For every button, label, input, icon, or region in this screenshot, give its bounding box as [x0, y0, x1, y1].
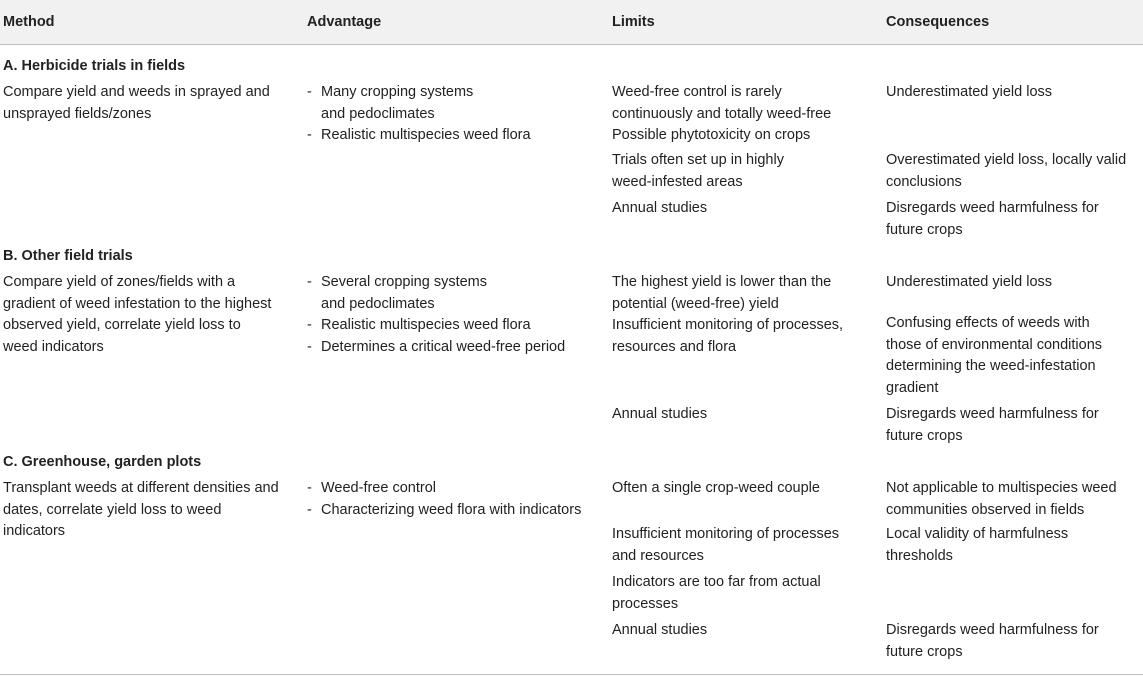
- consequence-line: communities observed in fields: [886, 501, 1085, 518]
- advantages-a: - Many cropping systems and pedoclimates - Realistic multispecies weed flora: [307, 84, 531, 143]
- consequence-line: those of environmental conditions: [886, 336, 1103, 353]
- header-method: Method: [3, 14, 55, 30]
- consequence-line: Overestimated yield loss, locally valid: [886, 152, 1127, 168]
- limit-line: processes: [612, 595, 679, 612]
- limits-b-2: [612, 404, 707, 426]
- consequence-line: future crops: [886, 643, 963, 660]
- advantage-item-continued: and pedoclimates: [321, 105, 435, 122]
- method-c: [3, 478, 279, 543]
- limit-line: potential (weed-free) yield: [612, 295, 779, 312]
- consequences-c-1: [886, 478, 1117, 521]
- section-title-a: A. Herbicide trials in fields: [3, 58, 186, 74]
- consequence-line: Underestimated yield loss: [886, 274, 1053, 290]
- limits-c-1: [612, 478, 820, 500]
- consequence-line: Underestimated yield loss: [886, 84, 1053, 100]
- limits-a-2: [612, 150, 784, 193]
- limit-line: Annual studies: [612, 622, 708, 638]
- limits-c-4: [612, 620, 707, 642]
- limits-a-3: [612, 198, 707, 220]
- consequences-a-1: [886, 82, 1052, 104]
- method-a: [3, 82, 270, 125]
- advantages-b: - Several cropping systems and pedoclimates - Realistic multispecies weed flora - Determines a critical weed-free period: [307, 274, 566, 355]
- advantage-item-continued: and pedoclimates: [321, 295, 435, 312]
- consequence-line: Disregards weed harmfulness for: [886, 200, 1099, 216]
- consequence-line: gradient: [886, 379, 939, 396]
- consequences-b-2: [886, 404, 1099, 447]
- consequence-line: Not applicable to multispecies weed: [886, 480, 1117, 496]
- limits-c-2: [612, 524, 839, 567]
- consequences-c-4: [886, 620, 1099, 663]
- limit-line: Annual studies: [612, 200, 708, 216]
- limit-line: Possible phytotoxicity on crops: [612, 127, 811, 143]
- consequence-line: future crops: [886, 221, 963, 238]
- consequences-c-2: [886, 524, 1068, 567]
- section-title-b: B. Other field trials: [3, 248, 133, 264]
- advantage-item: Many cropping systems: [321, 84, 474, 100]
- method-b: [3, 272, 271, 358]
- method-line: dates, correlate yield loss to weed: [3, 501, 222, 518]
- limit-line: weed-infested areas: [612, 173, 743, 190]
- advantage-item: Weed-free control: [321, 480, 436, 496]
- advantage-item: Several cropping systems: [321, 274, 488, 290]
- advantages-c: - Weed-free control - Characterizing weed flora with indicators: [307, 480, 582, 518]
- method-line: Compare yield of zones/fields with a: [3, 274, 236, 290]
- limit-line: Trials often set up in highly: [612, 152, 784, 168]
- method-line: observed yield, correlate yield loss to: [3, 317, 241, 333]
- consequence-line: Disregards weed harmfulness for: [886, 406, 1099, 422]
- limit-line: Insufficient monitoring of processes,: [612, 317, 844, 333]
- consequences-b-1b: [886, 313, 1102, 399]
- advantage-item: Determines a critical weed-free period: [321, 338, 566, 355]
- consequences-b-1a: [886, 272, 1052, 294]
- section-title-c: C. Greenhouse, garden plots: [3, 454, 202, 470]
- consequence-line: future crops: [886, 427, 963, 444]
- limit-line: Insufficient monitoring of processes: [612, 526, 840, 542]
- consequence-line: thresholds: [886, 547, 953, 564]
- header-consequences: Consequences: [886, 14, 990, 30]
- limits-b-1: [612, 272, 843, 358]
- header-divider: [0, 44, 1143, 45]
- limit-line: The highest yield is lower than the: [612, 274, 832, 290]
- method-line: Transplant weeds at different densities and: [3, 480, 279, 496]
- method-line: unsprayed fields/zones: [3, 105, 152, 122]
- advantage-item: Realistic multispecies weed flora: [321, 317, 531, 333]
- consequence-line: determining the weed-infestation: [886, 358, 1096, 374]
- consequence-line: Disregards weed harmfulness for: [886, 622, 1099, 638]
- limit-line: Weed-free control is rarely: [612, 84, 782, 100]
- consequences-a-3: [886, 198, 1099, 241]
- advantage-item: Characterizing weed flora with indicators: [321, 501, 582, 518]
- limit-line: Indicators are too far from actual: [612, 574, 821, 590]
- limits-c-3: [612, 572, 821, 615]
- limit-line: Often a single crop-weed couple: [612, 480, 820, 496]
- method-line: indicators: [3, 523, 66, 539]
- advantage-item: Realistic multispecies weed flora: [321, 127, 531, 143]
- consequences-a-2: [886, 150, 1126, 193]
- table-bottom-rule: [0, 674, 1143, 675]
- consequence-line: Local validity of harmfulness: [886, 526, 1069, 542]
- method-line: Compare yield and weeds in sprayed and: [3, 84, 270, 100]
- limit-line: continuously and totally weed-free: [612, 105, 832, 122]
- limit-line: resources and flora: [612, 338, 737, 355]
- limits-a-1: [612, 82, 831, 147]
- method-line: gradient of weed infestation to the highest: [3, 295, 272, 312]
- limit-line: and resources: [612, 547, 704, 564]
- method-line: weed indicators: [3, 338, 104, 355]
- consequence-line: conclusions: [886, 173, 962, 190]
- consequence-line: Confusing effects of weeds with: [886, 315, 1090, 331]
- limit-line: Annual studies: [612, 406, 708, 422]
- header-advantage: Advantage: [307, 14, 382, 30]
- header-limits: Limits: [612, 14, 655, 30]
